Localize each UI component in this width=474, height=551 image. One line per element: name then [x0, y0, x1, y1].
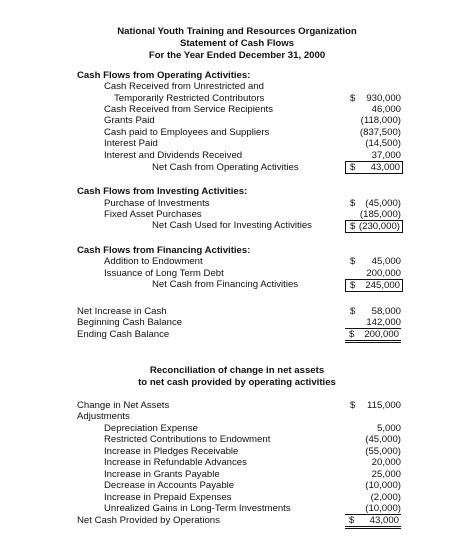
financing-row-label: Issuance of Long Term Debt	[104, 268, 224, 279]
adjustment-row-label: Restricted Contributions to Endowment	[104, 434, 271, 445]
operating-total-box	[345, 161, 403, 174]
investing-row-label: Purchase of Investments	[104, 198, 210, 209]
operating-row-label: Cash Received from Unrestricted and	[104, 81, 264, 92]
reconciliation-title: Reconciliation of change in net assets	[149, 365, 325, 376]
financing-row-value: 45,000	[371, 256, 401, 267]
adjustment-row-value: (10,000)	[365, 480, 401, 491]
adjustments-label: Adjustments	[77, 411, 130, 422]
adjustment-row-label: Increase in Prepaid Expenses	[104, 492, 232, 503]
operating-row-label: Grants Paid	[104, 115, 155, 126]
operating-heading: Cash Flows from Operating Activities:	[77, 70, 251, 81]
dollar-sign: $	[350, 221, 356, 232]
adjustment-row-value: (55,000)	[365, 446, 401, 457]
summary-row-value: 58,000	[371, 306, 401, 317]
summary-row-label: Net Increase in Cash	[77, 306, 167, 317]
financing-total-value: 245,000	[365, 280, 400, 291]
statement-title: Statement of Cash Flows	[179, 38, 295, 49]
investing-heading: Cash Flows from Investing Activities:	[77, 186, 248, 197]
dollar-sign: $	[350, 256, 356, 267]
investing-total-label: Net Cash Used for Investing Activities	[152, 220, 312, 231]
dollar-sign: $	[350, 93, 356, 104]
adjustment-row-label: Increase in Refundable Advances	[104, 457, 247, 468]
dollar-sign: $	[349, 515, 355, 526]
adjustment-row-value: (2,000)	[370, 492, 401, 503]
operating-row-value: 46,000	[371, 104, 401, 115]
adjustment-row-label: Depreciation Expense	[104, 423, 198, 434]
investing-row-value: (45,000)	[365, 198, 401, 209]
operating-row-label: Cash paid to Employees and Suppliers	[104, 127, 270, 138]
operating-row-value: 37,000	[345, 150, 401, 162]
adjustment-row-value: 5,000	[376, 423, 401, 434]
investing-total-box	[345, 220, 403, 233]
adjustment-row-label: Decrease in Accounts Payable	[104, 480, 235, 491]
operating-row-value: (14,500)	[365, 138, 401, 149]
organization-title: National Youth Training and Resources Organization	[117, 26, 357, 37]
operating-total-label: Net Cash from Operating Activities	[152, 162, 299, 173]
summary-row-label: Ending Cash Balance	[77, 329, 170, 340]
dollar-sign: $	[350, 280, 356, 291]
financing-total-box	[345, 279, 403, 292]
adjustment-row-value: (10,000)	[345, 503, 401, 515]
reconciliation-subtitle: to net cash provided by operating activities	[138, 377, 336, 388]
adjustment-row-value: 25,000	[371, 469, 401, 480]
adjustment-row-label: Unrealized Gains in Long-Term Investments	[104, 503, 291, 514]
dollar-sign: $	[350, 306, 356, 317]
investing-total-value: (230,000)	[358, 221, 400, 232]
summary-row-value: 200,000	[364, 329, 399, 340]
summary-row-value: 142,000	[345, 317, 401, 329]
period-title: For the Year Ended December 31, 2000	[148, 50, 326, 61]
operating-row-value: (118,000)	[360, 115, 401, 126]
operating-row-label: Interest Paid	[104, 138, 158, 149]
investing-row-value: (185,000)	[345, 209, 401, 221]
financing-heading: Cash Flows from Financing Activities:	[77, 245, 251, 256]
dollar-sign: $	[350, 162, 356, 173]
operating-row-label: Interest and Dividends Received	[104, 150, 243, 161]
adjustment-row-value: 20,000	[371, 457, 401, 468]
operating-total-value: 43,000	[370, 162, 400, 173]
operating-row-label: Temporarily Restricted Contributors	[114, 93, 265, 104]
operating-row-value: (837,500)	[359, 127, 401, 138]
reconciliation-total-box	[345, 515, 401, 529]
operating-row-value: 930,000	[366, 93, 401, 104]
change-net-assets-label: Change in Net Assets	[77, 400, 170, 411]
reconciliation-total-label: Net Cash Provided by Operations	[77, 515, 220, 526]
adjustment-row-label: Increase in Pledges Receivable	[104, 446, 239, 457]
financing-total-label: Net Cash from Financing Activities	[152, 279, 299, 290]
summary-row-label: Beginning Cash Balance	[77, 317, 183, 328]
adjustment-row-label: Increase in Grants Payable	[104, 469, 220, 480]
adjustment-row-value: (45,000)	[365, 434, 401, 445]
dollar-sign: $	[349, 329, 355, 340]
ending-balance-box	[345, 329, 401, 343]
change-net-assets-value: 115,000	[367, 400, 401, 411]
dollar-sign: $	[350, 198, 356, 209]
dollar-sign: $	[350, 400, 356, 411]
reconciliation-total-value: 43,000	[369, 515, 399, 526]
financing-row-label: Addition to Endowment	[104, 256, 203, 267]
operating-row-label: Cash Received from Service Recipients	[104, 104, 274, 115]
investing-row-label: Fixed Asset Purchases	[104, 209, 202, 220]
financing-row-value: 200,000	[345, 268, 401, 280]
